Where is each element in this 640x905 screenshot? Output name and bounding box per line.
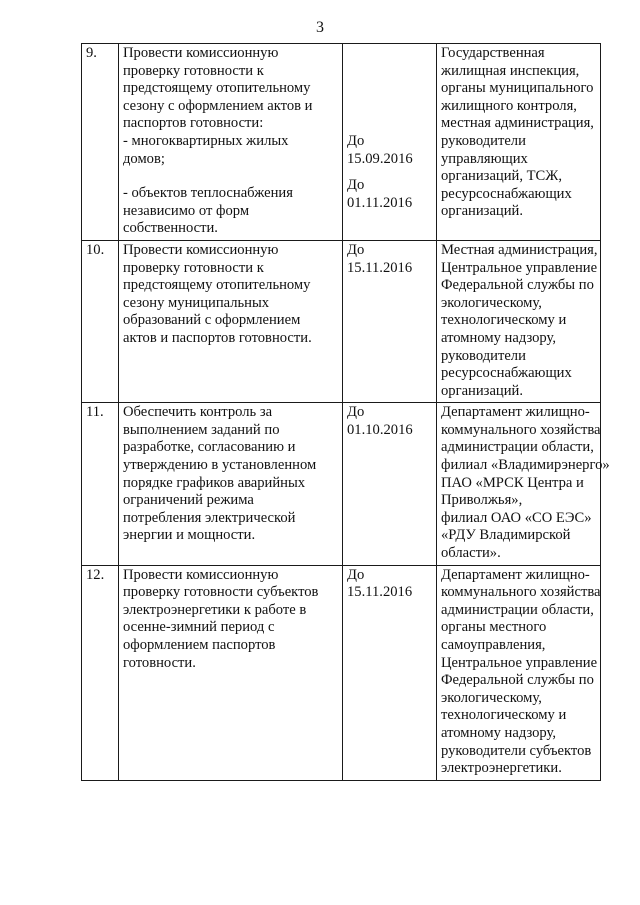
responsible-line: органы муниципального <box>441 80 594 97</box>
responsible-line: администрации области, <box>441 601 594 618</box>
responsible-line: руководители субъектов <box>441 742 592 759</box>
responsible-line: жилищного контроля, <box>441 97 577 114</box>
task-line: Провести комиссионную <box>123 45 279 61</box>
responsible-line: управляющих <box>441 150 528 167</box>
responsible-line: области». <box>441 545 501 562</box>
row-number: 11. <box>82 403 119 565</box>
responsible-line: Государственная <box>441 45 545 61</box>
task-line: Обеспечить контроль за <box>123 404 273 421</box>
task-line: порядке графиков аварийных <box>123 474 306 491</box>
responsible-line: Центральное управление <box>441 259 598 276</box>
task-line: домов; <box>123 150 165 167</box>
responsible-line: организаций, ТСЖ, <box>441 168 563 185</box>
responsible-line: самоуправления, <box>441 637 546 653</box>
responsible-line: Федеральной службы по <box>441 672 594 689</box>
responsible-line: Департамент жилищно- <box>441 566 590 583</box>
task-cell <box>119 403 343 565</box>
task-line: предстоящему отопительному <box>123 80 311 97</box>
deadline-prefix: До <box>347 566 365 583</box>
responsible-line: коммунального хозяйства <box>441 421 601 438</box>
responsible-line: организаций. <box>441 203 523 220</box>
row-number: 12. <box>82 565 119 780</box>
responsible-line: администрации области, <box>441 439 594 456</box>
responsible-line: жилищная инспекция, <box>441 62 580 79</box>
responsible-line: Департамент жилищно- <box>441 404 590 421</box>
deadline-date: 15.09.2016 <box>347 150 413 167</box>
task-line: проверку готовности к <box>123 62 264 79</box>
task-line: Провести комиссионную <box>123 566 279 583</box>
responsible-line: атомному надзору, <box>441 724 557 741</box>
task-line: оформлением паспортов <box>123 637 276 653</box>
responsible-line: филиал «Владимирэнерго» <box>441 457 610 474</box>
deadline-date: 01.11.2016 <box>347 194 413 211</box>
responsible-line: технологическому и <box>441 707 567 724</box>
task-line: - объектов теплоснабжения <box>123 185 293 202</box>
table-row <box>82 44 601 241</box>
task-line: электроэнергетики к работе в <box>123 601 307 618</box>
table-row <box>82 565 601 780</box>
deadline-date: 15.11.2016 <box>347 259 413 276</box>
task-line: Провести комиссионную <box>123 241 279 258</box>
task-cell <box>119 565 343 780</box>
responsible-line: атомному надзору, <box>441 329 557 346</box>
responsible-line: органы местного <box>441 619 547 636</box>
task-line: осенне-зимний период с <box>123 619 275 636</box>
responsible-cell <box>437 403 610 565</box>
task-line: ограничений режима <box>123 492 254 509</box>
deadline-date: 01.10.2016 <box>347 421 413 438</box>
task-line: выполнением заданий по <box>123 421 280 438</box>
action-plan-table <box>81 43 610 781</box>
responsible-cell <box>437 44 601 241</box>
task-line: образований с оформлением <box>123 312 301 329</box>
responsible-line: экологическому, <box>441 689 542 706</box>
responsible-line: «РДУ Владимирской <box>441 527 571 544</box>
deadline-cell <box>343 565 437 780</box>
responsible-line: Приволжья», <box>441 492 523 509</box>
task-line: независимо от форм <box>123 202 250 219</box>
deadline-cell <box>343 44 437 241</box>
row-number: 9. <box>82 44 119 241</box>
responsible-line: коммунального хозяйства <box>441 584 601 601</box>
task-line: сезону с оформлением актов и <box>123 97 313 114</box>
task-line: сезону муниципальных <box>123 294 270 311</box>
task-line: проверку готовности субъектов <box>123 584 319 601</box>
task-line: предстоящему отопительному <box>123 277 311 294</box>
task-line: актов и паспортов готовности. <box>123 329 312 346</box>
table-row <box>82 403 601 565</box>
responsible-line: технологическому и <box>441 312 567 329</box>
responsible-line: организаций. <box>441 382 523 399</box>
responsible-line: ПАО «МРСК Центра и <box>441 474 584 491</box>
responsible-line: Центральное управление <box>441 654 598 671</box>
task-line: проверку готовности к <box>123 259 264 276</box>
task-cell <box>119 240 343 402</box>
deadline-prefix: До <box>347 177 365 194</box>
responsible-line: филиал ОАО «СО ЕЭС» <box>441 509 592 526</box>
task-cell <box>119 44 343 241</box>
responsible-line: Федеральной службы по <box>441 277 594 294</box>
responsible-line: Местная администрация, <box>441 241 598 258</box>
task-line: собственности. <box>123 220 218 237</box>
responsible-line: ресурсоснабжающих <box>441 365 572 382</box>
page-number: 3 <box>316 19 324 36</box>
responsible-line: руководители <box>441 347 526 364</box>
task-line: готовности. <box>123 654 196 671</box>
responsible-line: экологическому, <box>441 294 542 311</box>
responsible-cell <box>437 240 601 402</box>
task-line: паспортов готовности: <box>123 115 264 132</box>
task-line: - многоквартирных жилых <box>123 132 289 149</box>
task-line: потребления электрической <box>123 509 296 526</box>
row-number: 10. <box>82 240 119 402</box>
responsible-cell <box>437 565 601 780</box>
responsible-line: местная администрация, <box>441 115 594 132</box>
deadline-prefix: До <box>347 241 365 258</box>
deadline-cell <box>343 403 437 565</box>
deadline-date: 15.11.2016 <box>347 584 413 601</box>
task-line: разработке, согласованию и <box>123 439 296 456</box>
responsible-line: руководители <box>441 132 526 149</box>
task-line: энергии и мощности. <box>123 527 256 544</box>
deadline-cell <box>343 240 437 402</box>
task-line: утверждению в установленном <box>123 457 317 474</box>
deadline-prefix: До <box>347 404 365 421</box>
deadline-prefix: До <box>347 133 365 149</box>
table-row <box>82 240 601 402</box>
responsible-line: электроэнергетики. <box>441 760 562 777</box>
responsible-line: ресурсоснабжающих <box>441 185 572 202</box>
